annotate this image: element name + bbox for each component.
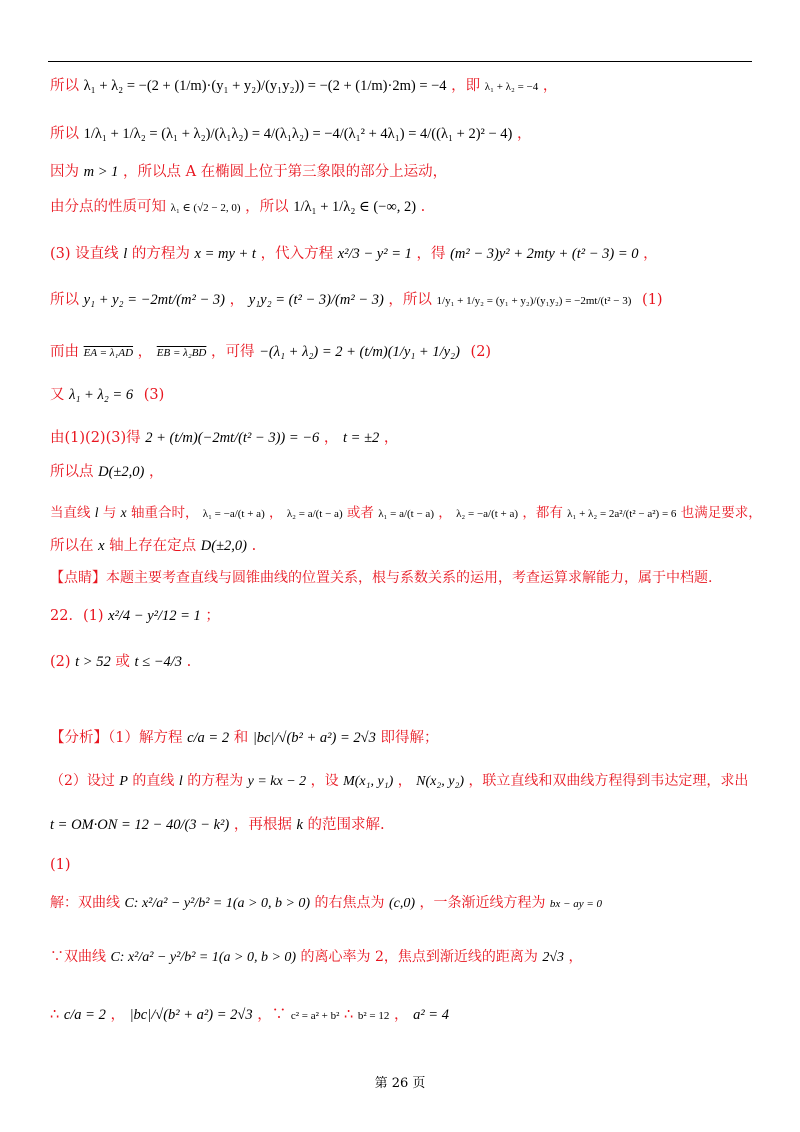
formula: (m² − 3)y² + 2mty + (t² − 3) = 0 (450, 246, 639, 262)
formula: λ₂ = a/(t − a) (286, 508, 343, 520)
formula: x²/3 − y² = 1 (337, 246, 412, 262)
line-text: ，再根据 (233, 817, 292, 833)
line-text: ，联立直线和双曲线方程得到韦达定理，求出 (468, 773, 749, 789)
formula: c/a = 2 (187, 730, 230, 746)
equation-tag: (1) (642, 292, 663, 308)
line-text: (3) 设直线 (50, 246, 119, 262)
formula: c² = a² + b² (290, 1010, 340, 1022)
formula: t > 52 (75, 654, 111, 670)
line-text: ， (397, 773, 412, 789)
formula: bx − ay = 0 (549, 898, 603, 910)
line-text: 【分析】（1）解方程 (50, 730, 183, 746)
line-text: ， (568, 949, 583, 965)
line-text: ∵双曲线 (50, 949, 106, 965)
formula: λ₁ + λ₂ = −4 (484, 81, 539, 93)
line-text: 的方程为 (131, 246, 190, 262)
solution-line-8 (50, 385, 164, 405)
solution-line-12 (50, 536, 256, 556)
formula: y = kx − 2 (247, 774, 307, 789)
line-text: 所以点 (50, 464, 94, 480)
formula: D(±2,0) (98, 464, 145, 480)
line-text: 与 (102, 505, 117, 521)
formula: t ≤ −4/3 (134, 654, 183, 670)
formula: C: x²/a² − y²/b² = 1(a > 0, b > 0) (110, 950, 297, 965)
line-text: ，得 (416, 246, 446, 262)
formula: t = OM·ON = 12 − 40/(3 − k²) (50, 817, 230, 833)
line-text: . (251, 538, 257, 554)
formula: l (178, 774, 183, 789)
formula: λ₁ = a/(t − a) (378, 508, 434, 520)
equation-tag: (3) (143, 387, 165, 403)
line-text: 所以 (50, 126, 79, 142)
comment-note (50, 568, 712, 588)
solution-line-5 (50, 244, 658, 264)
line-text: ∴ (50, 1007, 60, 1023)
solution-line-9 (50, 428, 398, 448)
line-text: ， (393, 1007, 409, 1023)
line-text: ， (110, 1007, 125, 1023)
formula: 2 + (t/m)(−2mt/(t² − 3)) = −6 (145, 430, 320, 446)
formula: 1/λ₁ + 1/λ₂ ∈ (−∞, 2) (293, 199, 417, 215)
formula: x (120, 505, 127, 520)
line-text: 或者 (346, 505, 374, 521)
formula: λ₁ ∈ (√2 − 2, 0) (170, 202, 241, 214)
formula: b² = 12 (357, 1010, 390, 1022)
solution-line-10 (50, 462, 163, 482)
line-text: 的范围求解. (307, 817, 385, 833)
line-text: 轴重合时， (130, 505, 199, 521)
formula: λ₁ = −a/(t + a) (202, 508, 265, 520)
formula: EA = λ₁AD (83, 347, 134, 359)
solution-line-6 (50, 290, 663, 311)
line-text: 而由 (50, 344, 79, 360)
analysis-line-3 (50, 815, 385, 835)
line-text: (1) (50, 857, 71, 873)
solution-22-line-1 (50, 893, 602, 914)
formula: x = my + t (194, 246, 256, 262)
line-text: 所以在 (50, 538, 94, 554)
solution-line-3 (50, 162, 447, 182)
analysis-line-1 (50, 728, 438, 748)
line-text: 的右焦点为 (314, 895, 385, 911)
line-text: ， (148, 464, 164, 480)
line-text: ， (517, 126, 532, 142)
formula: EB = λ₂BD (156, 347, 207, 359)
formula: x (98, 538, 105, 554)
formula: l (123, 246, 128, 262)
answer-22-part2 (50, 652, 191, 672)
solution-22-line-3 (50, 1005, 449, 1026)
formula: (c,0) (388, 896, 416, 911)
formula: P (119, 774, 128, 789)
line-text: ， (323, 430, 339, 446)
formula: λ₁ + λ₂ = 2a²/(t² − a²) = 6 (567, 508, 677, 520)
formula: |bc|/√(b² + a²) = 2√3 (129, 1007, 253, 1023)
solution-line-1 (50, 76, 557, 97)
line-text: 由分点的性质可知 (50, 199, 166, 215)
line-text: 或 (115, 654, 130, 670)
line-text: ，一条渐近线方程为 (419, 895, 546, 911)
part-label (50, 855, 71, 875)
line-text: 解：双曲线 (50, 895, 120, 911)
solution-line-4 (50, 197, 425, 218)
formula: C: x²/a² − y²/b² = 1(a > 0, b > 0) (124, 896, 311, 911)
line-text: ， (643, 246, 658, 262)
line-text: ，∵ (257, 1007, 287, 1023)
line-text: ，所以 (388, 292, 432, 308)
line-text: ， (383, 430, 399, 446)
line-text: 所以 (50, 78, 79, 94)
line-text: ， (542, 78, 558, 94)
line-text: 轴上存在定点 (109, 538, 197, 554)
solution-line-11 (50, 503, 762, 524)
line-text: ， (438, 505, 452, 521)
line-text: ，代入方程 (260, 246, 334, 262)
answer-22-part1 (50, 606, 220, 626)
line-text: ； (205, 608, 220, 624)
formula: 1/y₁ + 1/y₂ = (y₁ + y₂)/(y₁y₂) = −2mt/(t² − 3) (436, 295, 632, 307)
formula: m > 1 (83, 164, 119, 180)
line-text: ， (269, 505, 283, 521)
line-text: (2) (50, 654, 71, 670)
formula: x²/4 − y²/12 = 1 (108, 608, 201, 624)
line-text: 的方程为 (187, 773, 244, 789)
line-text: （2）设过 (50, 773, 115, 789)
line-text: . (420, 199, 426, 215)
line-text: 【点睛】本题主要考查直线与圆锥曲线的位置关系，根与系数关系的运用，考查运算求解能力，属于中档题. (50, 570, 713, 586)
formula: k (296, 817, 303, 833)
formula: |bc|/√(b² + a²) = 2√3 (252, 730, 376, 746)
formula: y₁ + y₂ = −2mt/(m² − 3) (83, 292, 225, 308)
solution-22-line-2 (50, 947, 582, 968)
formula: λ₂ = −a/(t + a) (456, 508, 519, 520)
line-text: ， (229, 292, 245, 308)
line-text: . (186, 654, 192, 670)
formula: 1/λ₁ + 1/λ₂ = (λ₁ + λ₂)/(λ₁λ₂) = 4/(λ₁λ₂) = −4/(λ₁² + 4λ₁) = 4/((λ₁ + 2)² − 4) (83, 126, 513, 142)
equation-tag: (2) (470, 344, 492, 360)
formula: a² = 4 (413, 1007, 449, 1023)
line-text: ，设 (310, 773, 339, 789)
formula: c/a = 2 (63, 1007, 106, 1023)
formula: −(λ₁ + λ₂) = 2 + (t/m)(1/y₁ + 1/y₂) (259, 344, 460, 360)
formula: D(±2,0) (200, 538, 247, 554)
formula: N(x₂, y₂) (416, 774, 464, 789)
line-text: ，都有 (522, 505, 563, 521)
line-text: 所以 (50, 292, 79, 308)
line-text: 又 (50, 387, 65, 403)
formula: l (94, 505, 99, 520)
line-text: 和 (233, 730, 249, 746)
line-text: ，所以 (245, 199, 289, 215)
formula: λ₁ + λ₂ = −(2 + (1/m)·(y₁ + y₂)/(y₁y₂)) = −(2 + (1/m)·2m) = −4 (83, 78, 447, 94)
line-text: ，即 (451, 78, 481, 94)
line-text: 由(1)(2)(3)得 (50, 430, 141, 446)
line-text: ，所以点 A 在椭圆上位于第三象限的部分上运动， (122, 164, 448, 180)
line-text: 即得解； (380, 730, 439, 746)
analysis-line-2 (50, 771, 748, 792)
formula: y₁y₂ = (t² − 3)/(m² − 3) (248, 292, 384, 308)
line-text: ，可得 (210, 344, 255, 360)
solution-line-2 (50, 124, 532, 144)
header-rule (48, 61, 752, 62)
formula: t = ±2 (343, 430, 380, 446)
formula: M(x₁, y₁) (343, 774, 394, 789)
formula: λ₁ + λ₂ = 6 (69, 387, 134, 403)
line-text: 因为 (50, 164, 79, 180)
line-text: ， (137, 344, 153, 360)
line-text: 22．(1) (50, 608, 104, 624)
line-text: 的离心率为 2，焦点到渐近线的距离为 (300, 949, 538, 965)
line-text: ∴ (344, 1007, 354, 1023)
formula: 2√3 (542, 950, 565, 965)
line-text: 也满足要求， (680, 505, 762, 521)
solution-line-7 (50, 342, 491, 363)
page-number: 第 26 页 (374, 1076, 426, 1091)
line-text: 当直线 (50, 505, 91, 521)
line-text: 的直线 (132, 773, 175, 789)
